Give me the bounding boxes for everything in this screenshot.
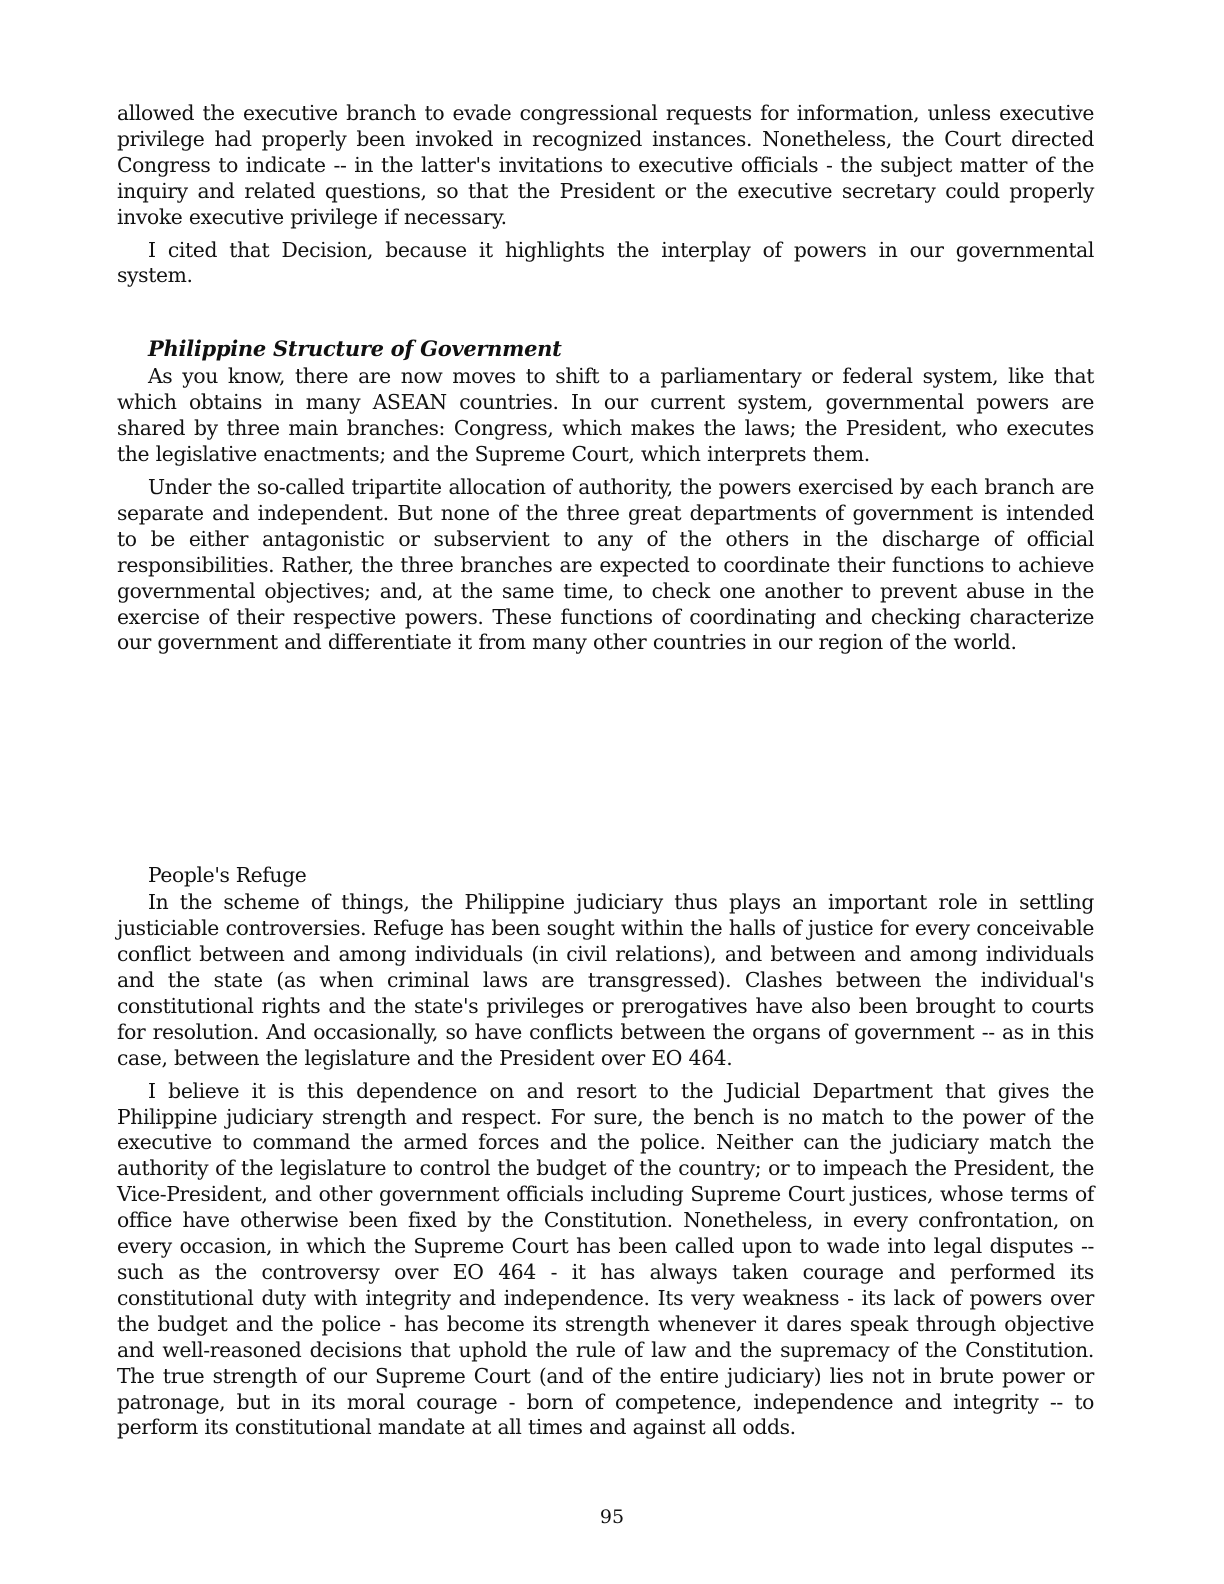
section-heading-peoples-refuge: People's Refuge	[148, 863, 307, 888]
body-paragraph: In the scheme of things, the Philippine judiciary thus plays an important role in settling justiciable controversies. Refuge has been sought within the halls of justice for every conceivable conflict between and among individuals (in civil relations), and between and among individuals and the state (as when criminal laws are transgressed). Clashes between the individual's constitutional rights and the state's privileges or prerogatives have also been brought to courts for resolution. And occasionally, so have conflicts between the organs of government -- as in this case, between the legislature and the President over EO 464.	[117, 890, 1094, 1070]
body-paragraph: I cited that Decision, because it highlights the interplay of powers in our governmental system.	[117, 237, 1094, 288]
page-number: 95	[599, 1506, 625, 1528]
body-paragraph: As you know, there are now moves to shift to a parliamentary or federal system, like that which obtains in many ASEAN countries. In our current system, governmental powers are shared by three main branches: Congress, which makes the laws; the President, who executes the legislative enactments; and the Supreme Court, which interprets them.	[117, 364, 1094, 467]
body-paragraph: I believe it is this dependence on and resort to the Judicial Department that gives the Philippine judiciary strength and respect. For sure, the bench is no match to the power of the executive to command the armed forces and the police. Neither can the judiciary match the authority of the legislature to control the budget of the country; or to impeach the President, the Vice-President, and other government officials including Supreme Court justices, whose terms of office have otherwise been fixed by the Constitution. Nonetheless, in every confrontation, on every occasion, in which the Supreme Court has been called upon to wade into legal disputes -- such as the controversy over EO 464 - it has always taken courage and performed its constitutional duty with integrity and independence. Its very weakness - its lack of powers over the budget and the police - has become its strength whenever it dares speak through objective and well-reasoned decisions that uphold the rule of law and the supremacy of the Constitution. The true strength of our Supreme Court (and of the entire judiciary) lies not in brute power or patronage, but in its moral courage - born of competence, independence and integrity -- to perform its constitutional mandate at all times and against all odds.	[117, 1078, 1094, 1440]
document-page	[117, 101, 1094, 1441]
body-paragraph-continued: allowed the executive branch to evade congressional requests for information, unless executive privilege had properly been invoked in recognized instances. Nonetheless, the Court directed Congress to indicate -- in the latter's invitations to executive officials - the subject matter of the inquiry and related questions, so that the President or the executive secretary could properly invoke executive privilege if necessary.	[117, 101, 1094, 229]
body-paragraph: Under the so-called tripartite allocation of authority, the powers exercised by each branch are separate and independent. But none of the three great departments of government is intended to be either antagonistic or subservient to any of the others in the discharge of official responsibilities. Rather, the three branches are expected to coordinate their functions to achieve governmental objectives; and, at the same time, to check one another to prevent abuse in the exercise of their respective powers. These functions of coordinating and checking characterize our government and differentiate it from many other countries in our region of the world.	[117, 474, 1094, 655]
section-heading-structure-of-government: Philippine Structure of Government	[148, 336, 562, 362]
